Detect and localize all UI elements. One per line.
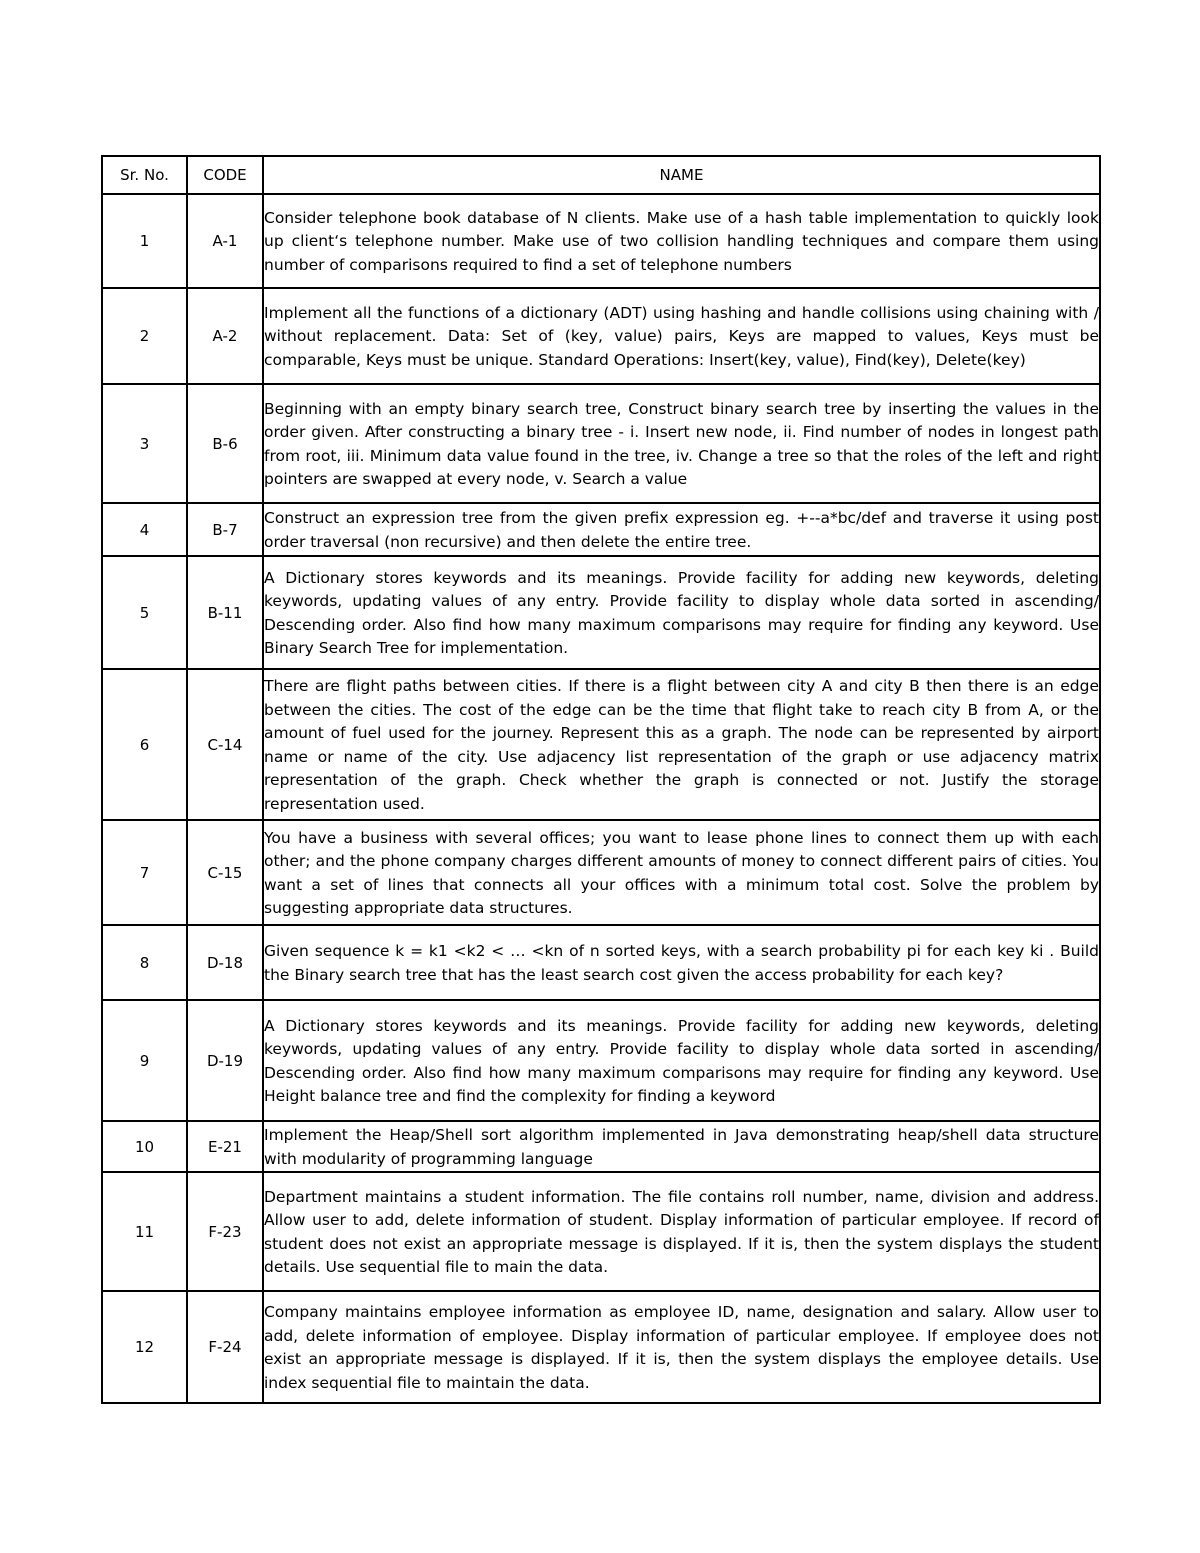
row-name [263, 556, 1100, 669]
row-name [263, 820, 1100, 925]
row-sr-no: 10 [102, 1121, 187, 1172]
row-name-text: Construct an expression tree from the given prefix expression eg. +--a*bc/def and traverse it using post order traversal (non recursive) and then delete the entire tree. [264, 509, 1099, 551]
row-code: A-2 [187, 288, 263, 384]
row-name [263, 503, 1100, 556]
row-code: F-23 [187, 1172, 263, 1291]
row-code: B-6 [187, 384, 263, 503]
row-name [263, 384, 1100, 503]
row-name [263, 1000, 1100, 1121]
row-sr-no: 3 [102, 384, 187, 503]
row-name [263, 1172, 1100, 1291]
row-sr-no: 4 [102, 503, 187, 556]
table-row [102, 1121, 1100, 1172]
row-name-text: Consider telephone book database of N clients. Make use of a hash table implementation to quickly look up client‘s telephone number. Make use of two collision handling techniques and compare them using number of comparisons required to find a set of telephone numbers [264, 208, 1099, 274]
table-row [102, 1172, 1100, 1291]
row-code: F-24 [187, 1291, 263, 1403]
row-name-text: Implement the Heap/Shell sort algorithm implemented in Java demonstrating heap/shell data structure with modularity of programming language [264, 1126, 1099, 1168]
row-code: B-7 [187, 503, 263, 556]
row-name [263, 1291, 1100, 1403]
header-code: CODE [187, 156, 263, 194]
row-code: D-19 [187, 1000, 263, 1121]
row-name [263, 288, 1100, 384]
table-row [102, 288, 1100, 384]
table-row [102, 194, 1100, 288]
table-row [102, 925, 1100, 1000]
table-row [102, 669, 1100, 820]
table-row [102, 1000, 1100, 1121]
assignment-table [101, 155, 1101, 1404]
row-sr-no: 7 [102, 820, 187, 925]
row-name-text: Beginning with an empty binary search tree, Construct binary search tree by inserting the values in the order given. After constructing a binary tree - i. Insert new node, ii. Find number of nodes in longest path from root, iii. Minimum data value found in the tree, iv. Change a tree so that the roles of the left and right pointers are swapped at every node, v. Search a value [264, 399, 1099, 488]
row-sr-no: 2 [102, 288, 187, 384]
table-row [102, 503, 1100, 556]
row-sr-no: 6 [102, 669, 187, 820]
row-name-text: You have a business with several offices; you want to lease phone lines to connect them up with each other; and the phone company charges different amounts of money to connect different pairs of cities. You want a set of lines that connects all your offices with a minimum total cost. Solve the problem by suggesting appropriate data structures. [264, 828, 1099, 917]
row-code: A-1 [187, 194, 263, 288]
row-sr-no: 12 [102, 1291, 187, 1403]
header-sr-no: Sr. No. [102, 156, 187, 194]
row-code: D-18 [187, 925, 263, 1000]
row-name [263, 1121, 1100, 1172]
row-sr-no: 8 [102, 925, 187, 1000]
row-name-text: Implement all the functions of a dictionary (ADT) using hashing and handle collisions using chaining with / without replacement. Data: Set of (key, value) pairs, Keys are mapped to values, Keys must be comparable, Keys must be unique. Standard Operations: Insert(key, value), Find(key), Delete(key) [264, 303, 1099, 369]
table-header-row [102, 156, 1100, 194]
row-sr-no: 5 [102, 556, 187, 669]
table-row [102, 820, 1100, 925]
row-code: E-21 [187, 1121, 263, 1172]
row-sr-no: 11 [102, 1172, 187, 1291]
row-code: C-14 [187, 669, 263, 820]
row-name [263, 669, 1100, 820]
row-name-text: A Dictionary stores keywords and its meanings. Provide facility for adding new keywords, deleting keywords, updating values of any entry. Provide facility to display whole data sorted in ascending/ Descending order. Also find how many maximum comparisons may require for finding any keyword. Use Height balance tree and find the complexity for finding a keyword [264, 1016, 1099, 1105]
row-name [263, 194, 1100, 288]
row-name-text: A Dictionary stores keywords and its meanings. Provide facility for adding new keywords, deleting keywords, updating values of any entry. Provide facility to display whole data sorted in ascending/ Descending order. Also find how many maximum comparisons may require for finding any keyword. Use Binary Search Tree for implementation. [264, 568, 1099, 657]
row-name-text: Department maintains a student information. The file contains roll number, name, division and address. Allow user to add, delete information of student. Display information of particular employee. If record of student does not exist an appropriate message is displayed. If it is, then the system displays the student details. Use sequential file to main the data. [264, 1187, 1099, 1276]
row-code: B-11 [187, 556, 263, 669]
row-sr-no: 9 [102, 1000, 187, 1121]
header-name: NAME [263, 156, 1100, 194]
row-code: C-15 [187, 820, 263, 925]
table-row [102, 1291, 1100, 1403]
table-row [102, 384, 1100, 503]
row-sr-no: 1 [102, 194, 187, 288]
row-name-text: Company maintains employee information as employee ID, name, designation and salary. Allow user to add, delete information of employee. Display information of particular employee. If employee does not exist an appropriate message is displayed. If it is, then the system displays the employee details. Use index sequential file to maintain the data. [264, 1303, 1099, 1392]
row-name-text: There are flight paths between cities. If there is a flight between city A and city B then there is an edge between the cities. The cost of the edge can be the time that flight take to reach city B from A, or the amount of fuel used for the journey. Represent this as a graph. The node can be represented by airport name or name of the city. Use adjacency list representation of the graph or use adjacency matrix representation of the graph. Check whether the graph is connected or not. Justify the storage representation used. [264, 677, 1099, 813]
row-name [263, 925, 1100, 1000]
row-name-text: Given sequence k = k1 <k2 < … <kn of n sorted keys, with a search probability pi for each key ki . Build the Binary search tree that has the least search cost given the access probability for each key? [264, 942, 1099, 984]
table-row [102, 556, 1100, 669]
